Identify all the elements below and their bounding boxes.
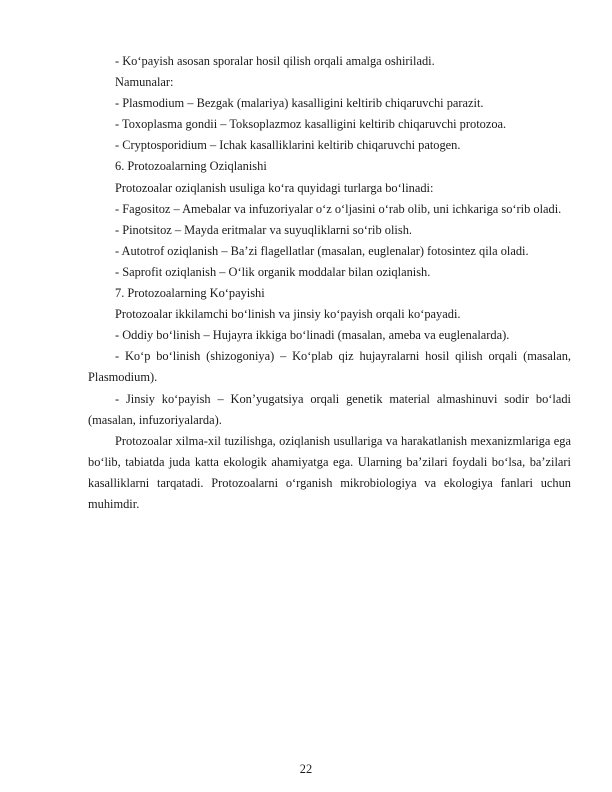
paragraph-reproduction-intro: Protozoalar ikkilamchi bo‘linish va jinsiy ko‘payish orqali ko‘payadi. xyxy=(115,307,461,322)
section-heading-reproduction: 7. Protozoalarning Ko‘payishi xyxy=(115,286,265,301)
list-item-binary-fission: - Oddiy bo‘linish – Hujayra ikkiga bo‘linadi (masalan, ameba va euglenalarda). xyxy=(115,328,510,343)
page-number: 22 xyxy=(299,762,313,776)
list-item-autotrophic: - Autotrof oziqlanish – Ba’zi flagellatlar (masalan, euglenalar) fotosintez qila oladi. xyxy=(115,243,529,258)
paragraph-nutrition-intro: Protozoalar oziqlanish usuliga ko‘ra quyidagi turlarga bo‘linadi: xyxy=(115,180,434,195)
list-item-schizogony: - Ko‘p bo‘linish (shizogoniya) – Ko‘plab qiz hujayralarni hosil qilish orqali (masalan, Plasmodium). xyxy=(88,349,571,385)
list-item-plasmodium: - Plasmodium – Bezgak (malariya) kasalligini keltirib chiqaruvchi parazit. xyxy=(115,96,484,111)
list-item-saprophytic: - Saprofit oziqlanish – O‘lik organik moddalar bilan oziqlanish. xyxy=(115,264,431,279)
list-item-phagocytosis: - Fagositoz – Amebalar va infuzoriyalar o‘z o‘ljasini o‘rab olib, uni ichkariga so‘rib oladi. xyxy=(115,201,562,216)
list-item-pinocytosis: - Pinotsitoz – Mayda eritmalar va suyuqliklarni so‘rib olish. xyxy=(115,222,412,237)
section-heading-nutrition: 6. Protozoalarning Oziqlanishi xyxy=(115,159,267,174)
list-item-sexual-reproduction: - Jinsiy ko‘payish – Kon’yugatsiya orqali genetik material almashinuvi sodir bo‘ladi (masalan, infuzoriyalarda). xyxy=(88,391,571,427)
paragraph-sporulation: - Ko‘payish asosan sporalar hosil qilish orqali amalga oshiriladi. xyxy=(115,54,435,68)
examples-label: Namunalar: xyxy=(115,75,174,90)
list-item-toxoplasma: - Toxoplasma gondii – Toksoplazmoz kasalligini keltirib chiqaruvchi protozoa. xyxy=(115,117,507,132)
list-item-cryptosporidium: - Cryptosporidium – Ichak kasalliklarini keltirib chiqaruvchi patogen. xyxy=(115,138,461,153)
paragraph-conclusion: Protozoalar xilma-xil tuzilishga, oziqlanish usullariga va harakatlanish mexanizmlariga ega bo‘lib, tabiatda juda katta ekologik ahamiyatga ega. Ularning ba’zilari foydali bo‘lsa, ba’zilari kasalliklarni tarqatadi. Protozoalarni o‘rganish mikrobiologiya va ekologiya fanlari uchun muhimdir. xyxy=(88,433,571,511)
page-content xyxy=(88,51,571,515)
